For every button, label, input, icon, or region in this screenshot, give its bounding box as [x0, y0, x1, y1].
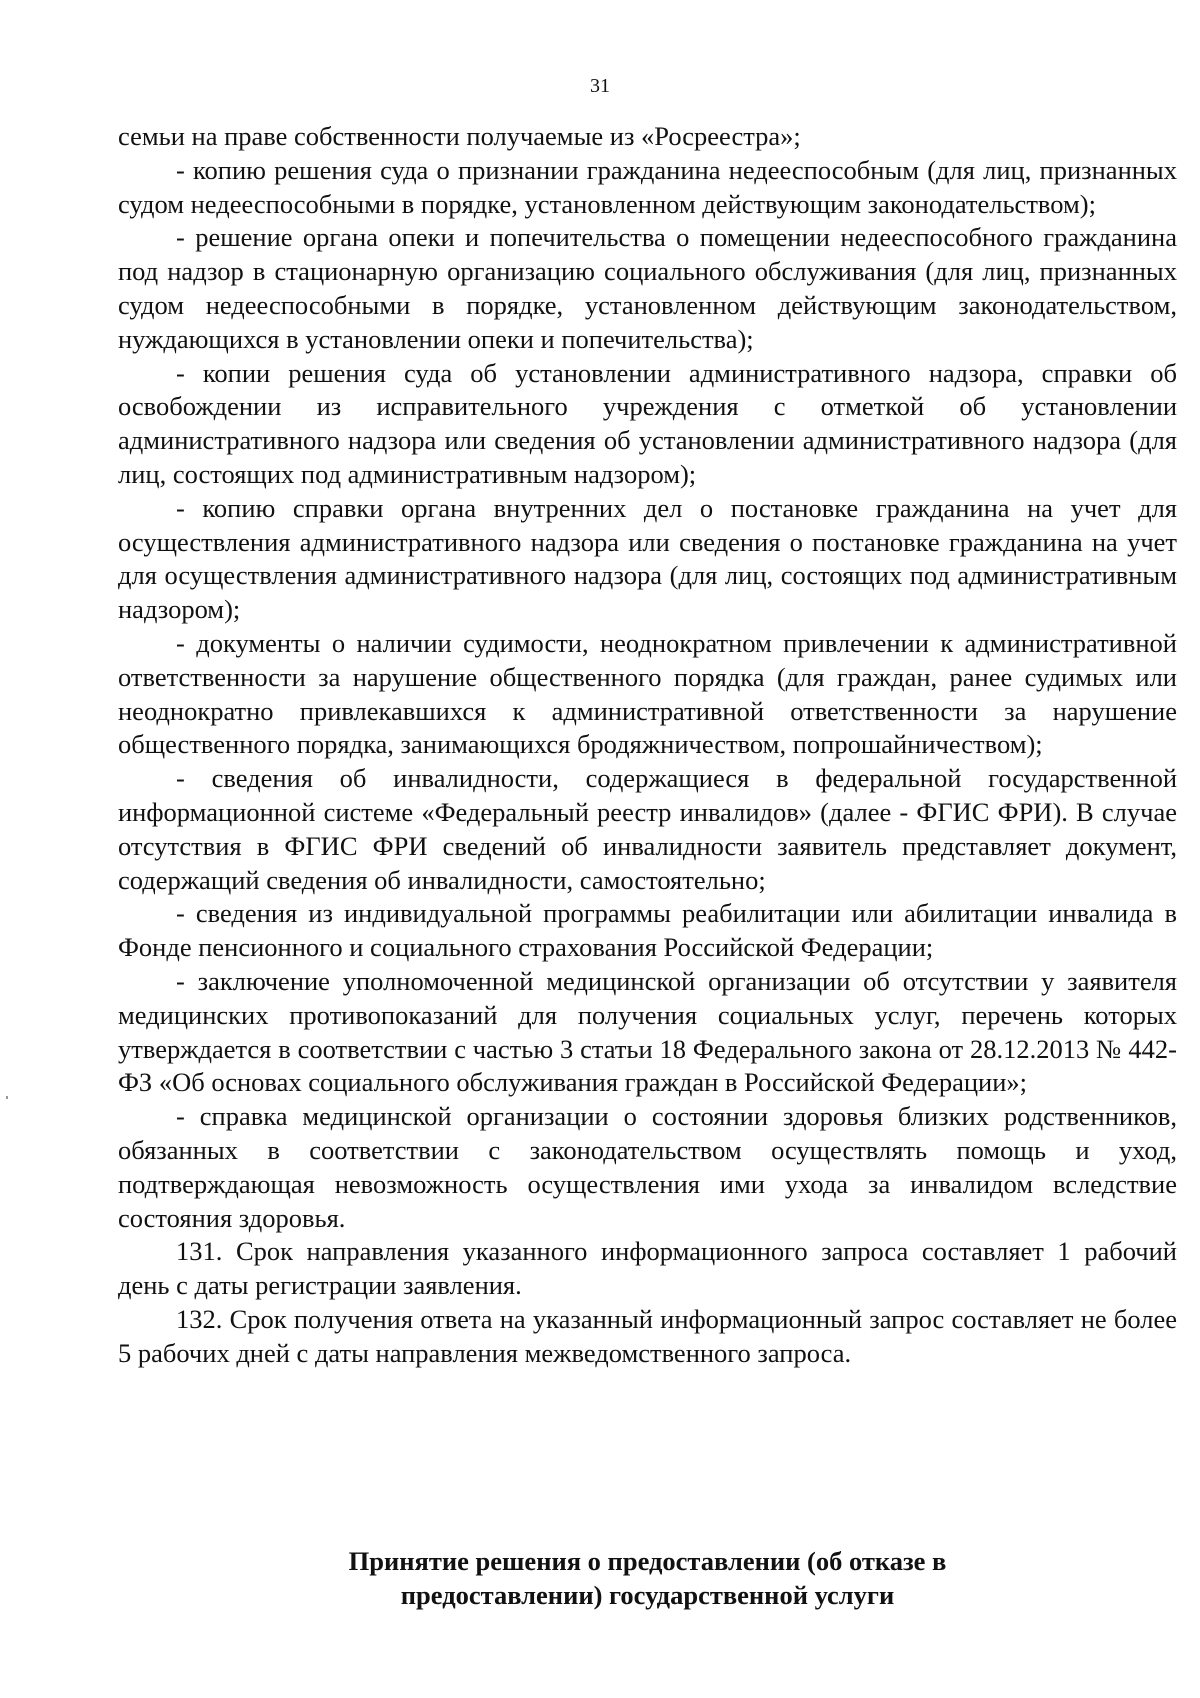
body-text: [118, 120, 1177, 1370]
paragraph-continuation: семьи на праве собственности получаемые из «Росреестра»;: [118, 121, 801, 151]
scan-artifact: [6, 1096, 8, 1099]
list-item-relatives-health-certificate: - справка медицинской организации о состоянии здоровья близких родственников, обязанных в соответствии с законодательством осуществлять помощь и уход, подтверждающая невозможность осуществления ими ухода за инвалидом вследствие состояния здоровья.: [118, 1101, 1177, 1233]
list-item-guardianship-decision: - решение органа опеки и попечительства о помещении недееспособного гражданина под надзор в стационарную организацию социального обслуживания (для лиц, признанных судом недееспособными в порядке, установленном действующим законодательством, нуждающихся в установлении опеки и попечительства);: [118, 222, 1177, 354]
section-heading-line-2: предоставлении) государственной услуги: [400, 1580, 895, 1610]
section-heading: [118, 1544, 1177, 1612]
list-item-criminal-record-documents: - документы о наличии судимости, неоднократном привлечении к административной ответственности за нарушение общественного порядка (для граждан, ранее судимых или неоднократно привлекавшихся к административной ответственности за нарушение общественного порядка, занимающихся бродяжничеством, попрошайничеством);: [118, 627, 1177, 760]
clause-132: 132. Срок получения ответа на указанный информационный запрос составляет не более 5 рабочих дней с даты направления межведомственного запроса.: [118, 1303, 1177, 1368]
list-item-rehabilitation-program: - сведения из индивидуальной программы реабилитации или абилитации инвалида в Фонде пенсионного и социального страхования Российской Федерации;: [118, 898, 1177, 963]
list-item-police-registration-certificate: - копию справки органа внутренних дел о постановке гражданина на учет для осуществления административного надзора или сведения о постановке гражданина на учет для осуществления административного надзора (для лиц, состоящих под административным надзором);: [118, 492, 1177, 625]
section-heading-line-1: Принятие решения о предоставлении (об отказе в: [348, 1546, 947, 1576]
page-number: 31: [590, 75, 610, 97]
list-item-administrative-supervision-decision: - копии решения суда об установлении административного надзора, справки об освобождении из исправительного учреждения с отметкой об установлении административного надзора или сведения об установлении административного надзора (для лиц, состоящих под административным надзором);: [118, 357, 1177, 489]
list-item-medical-conclusion: - заключение уполномоченной медицинской организации об отсутствии у заявителя медицинских противопоказаний для получения социальных услуг, перечень которых утверждается в соответствии с частью 3 статьи 18 Федерального закона от 28.12.2013 № 442-ФЗ «Об основах социального обслуживания граждан в Российской Федерации»;: [118, 965, 1177, 1098]
clause-131: 131. Срок направления указанного информационного запроса составляет 1 рабочий день с даты регистрации заявления.: [118, 1236, 1177, 1301]
list-item-court-decision-incapacity: - копию решения суда о признании гражданина недееспособным (для лиц, признанных судом недееспособными в порядке, установленном действующим законодательством);: [118, 154, 1177, 219]
list-item-disability-information: - сведения об инвалидности, содержащиеся в федеральной государственной информационной системе «Федеральный реестр инвалидов» (далее - ФГИС ФРИ). В случае отсутствия в ФГИС ФРИ сведений об инвалидности заявитель представляет документ, содержащий сведения об инвалидности, самостоятельно;: [118, 763, 1177, 895]
